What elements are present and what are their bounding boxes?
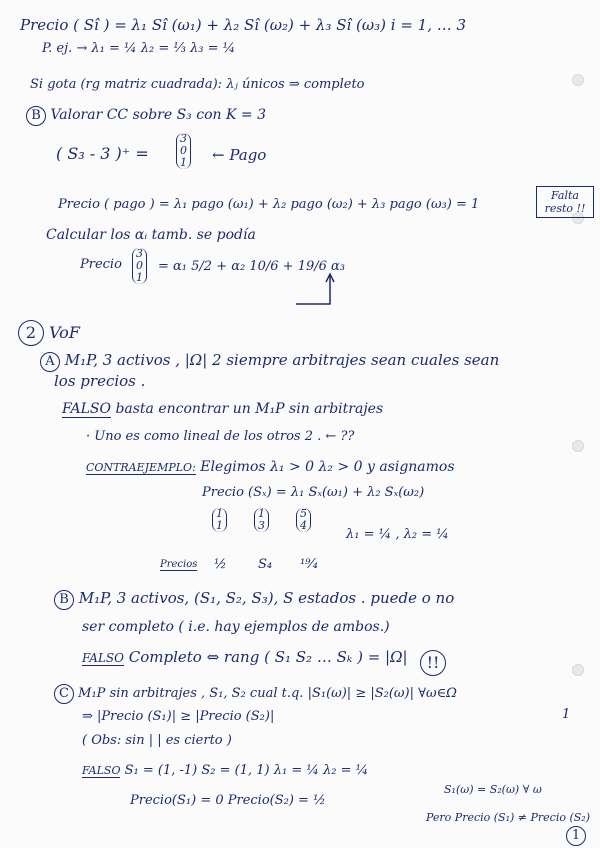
- vector-entry: 0: [136, 259, 143, 273]
- question-c-line: [54, 684, 457, 704]
- price-value-1: ½: [214, 557, 227, 572]
- vector-entry: 1: [216, 507, 223, 520]
- binder-hole: [572, 440, 584, 452]
- precio-vector-column: [132, 248, 147, 284]
- section-2-marker: 2: [18, 320, 44, 346]
- price-formula-line: Precio ( Sî ) = λ₁ Sî (ω₁) + λ₂ Sî (ω₂) + λ₃ Sî (ω₃) i = 1, … 3: [20, 16, 467, 34]
- question-b-text: M₁P, 3 activos, (S₁, S₂, S₃), S estados . puede o no: [78, 589, 455, 607]
- subsection-b-title: Valorar CC sobre S₃ con K = 3: [50, 107, 266, 123]
- question-a-continued: los precios .: [54, 372, 146, 390]
- section-2-title: VoF: [49, 323, 80, 342]
- question-b-line: [54, 590, 454, 610]
- payoff-label: ( S₃ - 3 )⁺ =: [56, 144, 149, 163]
- question-b-marker: B: [54, 590, 74, 610]
- question-a-line: [40, 352, 499, 372]
- question-c-text: M₁P sin arbitrajes , S₁, S₂ cual t.q. |S₁(ω)| ≥ |S₂(ω)| ∀ω∈Ω: [78, 686, 457, 701]
- question-c-marker: C: [54, 684, 74, 704]
- vector-column: [212, 508, 227, 532]
- falso-label: FALSO: [82, 764, 121, 777]
- counterexample-line: [86, 460, 455, 474]
- counterexample-label: CONTRAEJEMPLO:: [86, 461, 196, 474]
- page-number-marker: 1: [566, 826, 586, 846]
- exclamation-marker: !!: [420, 650, 446, 676]
- subsection-b-header: [26, 106, 266, 126]
- counterexample-text: Elegimos λ₁ > 0 λ₂ > 0 y asignamos: [200, 459, 455, 475]
- vector-entry: 3: [258, 519, 265, 533]
- answer-c-conclusion: Pero Precio (S₁) ≠ Precio (S₂): [426, 811, 590, 824]
- counterexample-vector-3: [296, 508, 311, 532]
- question-c-implication: ⇒ |Precio (S₁)| ≥ |Precio (S₂)|: [82, 709, 275, 724]
- vector-column: [296, 508, 311, 532]
- price-value-2: S₄: [258, 557, 273, 572]
- lambda-values: λ₁ = ¼ , λ₂ = ¼: [346, 527, 449, 542]
- counterexample-vector-2: [254, 508, 269, 532]
- answer-a-text: basta encontrar un M₁P sin arbitrajes: [115, 401, 384, 417]
- alpha-combination: = α₁ 5/2 + α₂ 10/6 + 19/6 α₃: [158, 259, 346, 274]
- question-c-number: 1: [562, 707, 571, 722]
- falso-label: FALSO: [82, 651, 124, 665]
- subsection-b-marker: B: [26, 106, 46, 126]
- vector-entry: 3: [136, 247, 143, 260]
- pago-arrow-label: ← Pago: [212, 146, 267, 164]
- vector-entry: 3: [180, 132, 187, 145]
- question-c-observation: ( Obs: sin | | es cierto ): [82, 733, 232, 748]
- vector-entry: 4: [300, 519, 307, 533]
- example-lambdas-line: P. ej. → λ₁ = ¼ λ₂ = ⅓ λ₃ = ¼: [42, 41, 236, 56]
- binder-hole: [572, 74, 584, 86]
- question-a-marker: A: [40, 352, 60, 372]
- vector-entry: 1: [180, 156, 187, 170]
- answer-c-line: [82, 764, 368, 777]
- vector-entry: 1: [216, 519, 223, 533]
- answer-b-text: Completo ⇔ rang ( S₁ S₂ … Sₖ ) = |Ω|: [128, 648, 408, 666]
- vector-entry: 1: [258, 507, 265, 520]
- answer-c-equality: S₁(ω) = S₂(ω) ∀ ω: [444, 783, 542, 796]
- answer-b-line: [82, 650, 408, 665]
- linear-combination-note: · Uno es como lineal de los otros 2 . ← ??: [86, 429, 355, 444]
- precios-text: Precios: [160, 559, 198, 570]
- price-payoff-line: Precio ( pago ) = λ₁ pago (ω₁) + λ₂ pago (ω₂) + λ₃ pago (ω₃) = 1: [58, 197, 480, 212]
- alpha-calc-line: Calcular los αᵢ tamb. se podía: [46, 227, 256, 243]
- section-2-header: [18, 320, 80, 346]
- complete-condition-line: Si gota (rg matriz cuadrada): λⱼ únicos ⇒ completo: [30, 77, 365, 92]
- precio-vector-label: Precio: [80, 257, 122, 272]
- precios-label: [160, 560, 197, 570]
- vector-entry: 1: [136, 271, 143, 285]
- vector-entry: 0: [180, 144, 187, 158]
- margin-note-box: Falta resto !!: [536, 186, 594, 218]
- payoff-vector-column: [176, 133, 191, 169]
- answer-a-line: [62, 402, 383, 416]
- price-value-3: ¹⁹⁄₄: [300, 557, 318, 572]
- payoff-vector: [176, 133, 191, 169]
- counterexample-vector-1: [212, 508, 227, 532]
- price-assignment-line: Precio (Sₓ) = λ₁ Sₓ(ω₁) + λ₂ Sₓ(ω₂): [202, 485, 425, 500]
- question-a-text: M₁P, 3 activos , |Ω| 2 siempre arbitrajes sean cuales sean: [64, 351, 500, 369]
- falso-label: FALSO: [62, 401, 111, 417]
- question-b-continued: ser completo ( i.e. hay ejemplos de ambos.): [82, 619, 390, 635]
- precio-vector: [132, 248, 147, 284]
- binder-hole: [572, 664, 584, 676]
- vector-entry: 5: [300, 507, 307, 520]
- vector-column: [254, 508, 269, 532]
- back-arrow-icon: [290, 272, 340, 312]
- answer-c-text: S₁ = (1, -1) S₂ = (1, 1) λ₁ = ¼ λ₂ = ¼: [124, 763, 369, 778]
- double-exclamation: [420, 650, 446, 676]
- answer-c-prices: Precio(S₁) = 0 Precio(S₂) = ½: [130, 793, 326, 808]
